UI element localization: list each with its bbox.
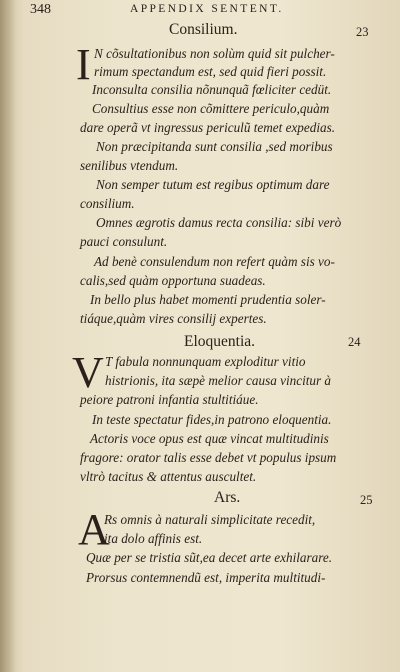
section-heading-ars: Ars. [214,489,241,506]
text-line: Quæ per se tristia sũt,ea decet arte exhilarare. [86,550,333,565]
section-number-ars: 25 [360,493,373,507]
text-line: histrionis, ita sæpè melior causa vincitur à [105,373,332,388]
text-line: Inconsulta consilia nõnunquã fœliciter cedüt. [92,82,332,97]
drop-cap-ars: A [78,505,110,554]
text-line: Actoris voce opus est quæ vincat multitudinis [90,431,329,446]
text-line: dare operã vt ingressus periculũ temet expedias. [80,120,336,135]
text-line: Omnes ægrotis damus recta consilia: sibi verò [96,215,342,230]
text-line: T fabula nonnunquam exploditur vitio [105,354,306,369]
text-line: Rs omnis à naturali simplicitate recedit, [104,512,316,527]
page-fold-shadow [0,0,16,672]
text-line: Non præcipitanda sunt consilia ,sed moribus [96,139,333,154]
text-line: senilibus vtendum. [80,158,179,173]
text-line: consilium. [80,196,135,211]
section-heading-eloquentia: Eloquentia. [184,333,256,350]
text-line: Non semper tutum est regibus optimum dare [96,177,330,192]
text-line: pauci consulunt. [80,234,168,249]
section-heading-consilium: Consilium. [169,21,238,38]
text-line: tiáque,quàm vires consilij expertes. [80,311,267,326]
text-line: fragore: orator talis esse debet vt populus ipsum [80,450,337,465]
text-line: ita dolo affinis est. [104,531,203,546]
text-line: peiore patroni infantia stultitiáue. [80,392,259,407]
text-line: In teste spectatur fides,in patrono eloquentia. [92,412,332,427]
text-line: Ad benè consulendum non refert quàm sis vo- [94,254,335,269]
running-head: APPENDIX SENTENT. [130,3,284,15]
text-line: calis,sed quàm opportuna suadeas. [80,273,266,288]
text-line: vltrò tacitus & attentus auscultet. [80,469,257,484]
text-line: In bello plus habet momenti prudentia soler- [90,292,326,307]
text-line: rimum spectandum est, sed quid fieri possit. [94,64,327,79]
text-line: N cõsultationibus non solùm quid sit pulcher- [94,46,335,61]
section-number-consilium: 23 [356,25,369,39]
text-line: Consultius esse non cõmittere periculo,quàm [92,101,330,116]
drop-cap-consilium: I [76,40,91,89]
text-line: Prorsus contemnendũ est, imperita multitudi- [86,570,326,585]
section-number-eloquentia: 24 [348,335,361,349]
drop-cap-eloquentia: V [72,348,104,397]
page-number: 348 [30,2,51,17]
